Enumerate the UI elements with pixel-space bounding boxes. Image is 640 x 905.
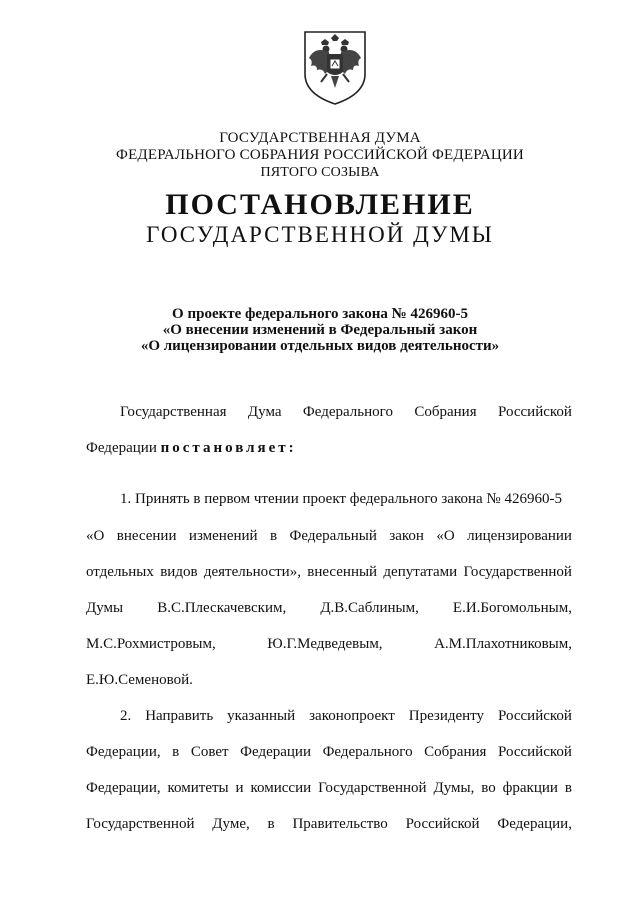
word: Государственной <box>318 780 427 796</box>
word: Государственной <box>86 816 195 832</box>
word: А.М.Плахотниковым, <box>434 636 572 652</box>
word: Российской <box>405 816 480 832</box>
word: Собрания <box>414 404 477 420</box>
para2-line-2 <box>86 743 572 761</box>
word: законопроект <box>309 708 395 724</box>
word: Думы <box>86 600 124 616</box>
preamble-line-2 <box>86 439 572 457</box>
preamble-line-1 <box>120 403 572 421</box>
para1-line-4 <box>86 599 572 617</box>
word: Ю.Г.Медведевым, <box>267 636 383 652</box>
word: комиссии <box>250 780 312 796</box>
word: закон <box>389 528 424 544</box>
word: лицензировании <box>467 528 572 544</box>
word: депутатами <box>383 564 458 580</box>
word: указанный <box>227 708 296 724</box>
heading-line-3: «О лицензировании отдельных видов деятельности» <box>140 338 500 354</box>
word: Федерального <box>302 404 393 420</box>
document-subtitle: ГОСУДАРСТВЕННОЙ ДУМЫ <box>146 222 494 247</box>
para1-line-5 <box>86 635 572 653</box>
word: Федерации, <box>86 780 161 796</box>
word: Федерального <box>322 744 413 760</box>
word: Д.В.Саблиным, <box>320 600 419 616</box>
word: во <box>481 780 496 796</box>
word: Совет <box>190 744 229 760</box>
para2-line-1 <box>120 707 572 725</box>
word: Думы, <box>433 780 475 796</box>
para1-line-6: Е.Ю.Семеновой. <box>86 672 193 688</box>
word: Российской <box>498 404 572 420</box>
word: в <box>172 744 180 760</box>
word: Российской <box>498 708 572 724</box>
word: Дума <box>247 404 282 420</box>
word: Президенту <box>408 708 485 724</box>
word: Федеральный <box>289 528 377 544</box>
org-line-2: ФЕДЕРАЛЬНОГО СОБРАНИЯ РОССИЙСКОЙ ФЕДЕРАЦИИ <box>116 147 524 163</box>
word: отдельных <box>86 564 154 580</box>
para1-line-2 <box>86 527 572 545</box>
para2-line-3 <box>86 779 572 797</box>
word: Государственная <box>120 404 227 420</box>
word: в <box>270 528 278 544</box>
word: Федерации, <box>86 744 161 760</box>
decree-verb: постановляет: <box>160 440 297 456</box>
heading-line-2: «О внесении изменений в Федеральный закон <box>162 322 478 338</box>
org-line-3: ПЯТОГО СОЗЫВА <box>260 165 380 180</box>
word: Е.И.Богомольным, <box>452 600 572 616</box>
word: Направить <box>145 708 214 724</box>
para1-line-3 <box>86 563 572 581</box>
word: комитеты <box>167 780 229 796</box>
word: изменений <box>188 528 258 544</box>
word: Государственной <box>463 564 572 580</box>
document-title: ПОСТАНОВЛЕНИЕ <box>165 188 475 221</box>
word: «О <box>436 528 455 544</box>
word: Собрания <box>424 744 487 760</box>
word: фракции <box>502 780 558 796</box>
word: Российской <box>498 744 572 760</box>
word: 2. <box>120 708 132 724</box>
state-emblem-icon <box>301 28 369 106</box>
word: Федерации <box>240 744 311 760</box>
word: деятельности», <box>203 564 301 580</box>
word: в <box>564 780 572 796</box>
word: в <box>267 816 275 832</box>
word: и <box>235 780 244 796</box>
para2-line-4 <box>86 815 572 833</box>
org-line-1: ГОСУДАРСТВЕННАЯ ДУМА <box>219 130 421 146</box>
word: Федерации, <box>497 816 572 832</box>
word: Федерации <box>86 440 157 456</box>
word: Думе, <box>212 816 250 832</box>
word: М.С.Рохмистровым, <box>86 636 216 652</box>
word: «О <box>86 528 105 544</box>
word: внесенный <box>307 564 378 580</box>
word: внесении <box>116 528 177 544</box>
para1-line-1: 1. Принять в первом чтении проект федерального закона № 426960-5 <box>120 491 562 507</box>
word: видов <box>160 564 198 580</box>
word: Правительство <box>292 816 388 832</box>
word: В.С.Плескачевским, <box>157 600 287 616</box>
heading-line-1: О проекте федерального закона № 426960-5 <box>172 306 468 322</box>
